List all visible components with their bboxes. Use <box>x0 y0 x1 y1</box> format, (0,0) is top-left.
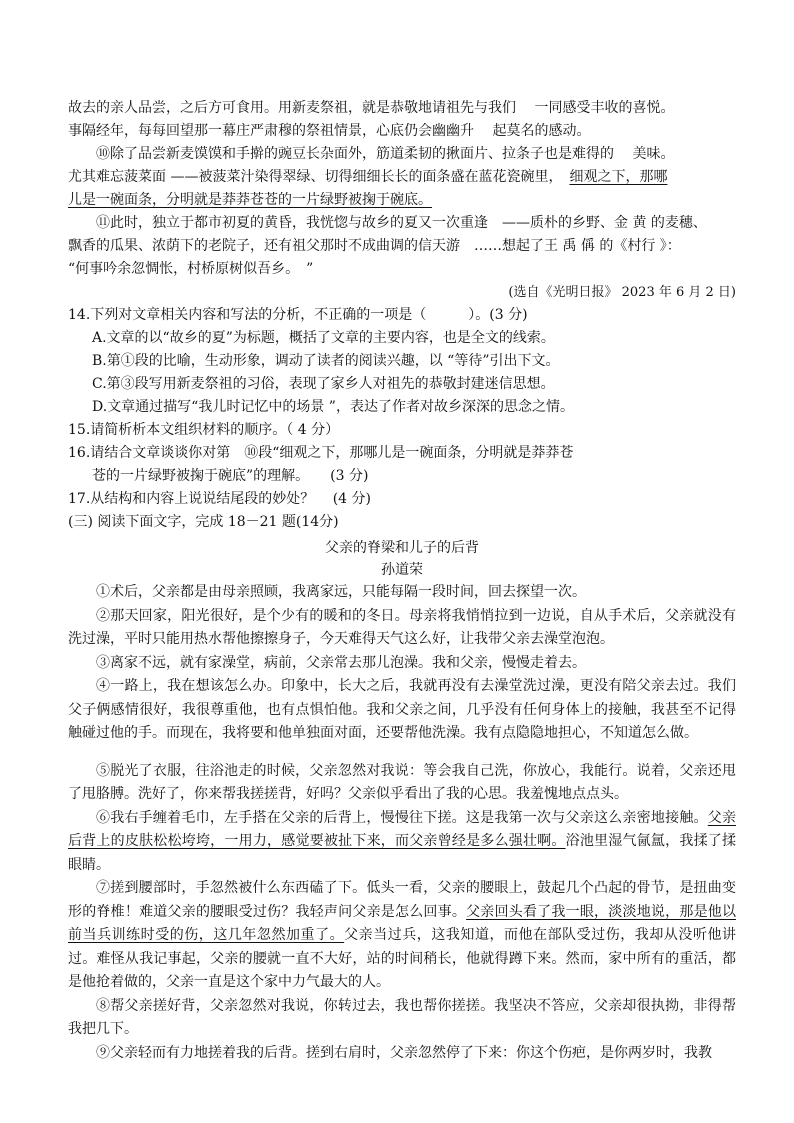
paragraph-8: ⑧帮父亲搓好背，父亲忽然对我说，你转过去，我也帮你搓搓。我坚决不答应，父亲却很执拗，非得帮我把几下。 <box>68 997 736 1037</box>
section-heading: (三) 阅读下面文字，完成 18－21 题(14分) <box>68 514 339 530</box>
passage-line: 飘香的瓜果、浓荫下的老院子，还有祖父那时不成曲调的信天游 ……想起了王 禹 偁 的《村行 》： <box>68 238 681 254</box>
paragraph-2: ②那天回家，阳光很好，是个少有的暖和的冬日。母亲将我悄悄拉到一边说，自从手术后，父亲就没有洗过澡，平时只能用热水帮他擦擦身子，今天难得天气这么好，让我带父亲去澡堂泡泡。 <box>68 607 736 647</box>
passage-text: 尤其难忘菠菜面 ——被菠菜汁染得翠绿、切得细细长长的面条盛在蓝花瓷碗里， <box>68 169 570 185</box>
passage-line <box>68 166 736 189</box>
article-author: 孙道荣 <box>381 562 423 578</box>
question-16-cont: 苍的一片绿野被掬于碗底”的理解。 (3 分) <box>92 468 369 484</box>
option-b: B.第①段的比喻，生动形象，调动了读者的阅读兴趣，以 “等待”引出下文。 <box>92 353 560 369</box>
paragraph-6 <box>68 807 736 878</box>
option-a: A.文章的以“故乡的夏”为标题，概括了文章的主要内容，也是全文的线索。 <box>92 330 555 346</box>
underlined-sentence: 父亲回头看了我一眼，淡淡地说，那是他以前当兵训练时受的伤，这几年忽然加重了。 <box>68 903 737 943</box>
question-14: 14.下列对文章相关内容和写法的分析，不正确的一项是（ ）。(3 分) <box>68 307 528 323</box>
paragraph-5: ⑤脱光了衣服，往浴池走的时候，父亲忽然对我说：等会我自己洗，你放心，我能行。说着，父亲还甩了甩胳膊。洗好了，你来帮我搓搓背，好吗？父亲似乎看出了我的心思。我羞愧地点点头。 <box>68 762 736 802</box>
paragraph-7-tail: 父亲当过兵，这我知道，而他在部队受过伤，我却从没听他讲过。难怪从我记事起，父亲的腰就一直不大好，站的时间稍长，他就得蹲下来。然而，家中所有的重活，都是他抢着做的，父亲一直是这个家中力气最大的人。 <box>68 927 737 990</box>
question-16: 16.请结合文章谈谈你对第 ⑩段“细观之下，那哪儿是一碗面条，分明就是莽莽苍 <box>68 445 574 461</box>
passage-line: 故去的亲人品尝，之后方可食用。用新麦祭祖，就是恭敬地请祖先与我们 一同感受丰收的喜悦。 <box>68 100 675 116</box>
passage-line: ⑪此时，独立于都市初夏的黄昏，我恍惚与故乡的夏又一次重逢 ——质朴的乡野、金 黄 的麦穗、 <box>96 215 707 231</box>
passage-line <box>68 189 736 212</box>
passage-line: 事隔经年，每每回望那一幕庄严肃穆的祭祖情景，心底仍会幽幽升 起莫名的感动。 <box>68 123 591 139</box>
passage-source: (选自《光明日报》 2023 年 6 月 2 日) <box>508 285 736 300</box>
paragraph-7 <box>68 877 736 995</box>
option-d: D.文章通过描写“我儿时记忆中的场景 ”，表达了作者对故乡深深的思念之情。 <box>92 399 574 415</box>
paragraph-7-text: ⑦搓到腰部时，手忽然被什么东西磕了下。低头一看，父亲的腰眼上，鼓起几个凸起的骨节，是扭曲变形的脊椎！难道父亲的腰眼受过伤？我轻声问父亲是怎么回事。 <box>68 880 736 920</box>
passage-line: ⑩除了品尝新麦馍馍和手擀的豌豆长杂面外，筋道柔韧的揪面片、拉条子也是难得的 美味。 <box>96 146 675 162</box>
paragraph-6-text: ⑥我右手缠着毛巾，左手搭在父亲的后背上，慢慢往下搓。这是我第一次与父亲这么亲密地接触。 <box>96 809 708 826</box>
underlined-sentence: 儿是一碗面条，分明就是莽莽苍苍的一片绿野被掬于碗底。 <box>68 192 432 208</box>
question-17: 17.从结构和内容上说说结尾段的妙处？ (4 分) <box>68 491 371 507</box>
underlined-sentence: 细观之下，那哪 <box>569 169 668 185</box>
option-c: C.第③段写用新麦祭祖的习俗，表现了家乡人对祖先的恭敬封建迷信思想。 <box>92 376 555 392</box>
page-content <box>68 97 736 1065</box>
paragraph-3: ③离家不远，就有家澡堂，病前，父亲常去那儿泡澡。我和父亲，慢慢走着去。 <box>96 654 586 671</box>
passage-line: “何事吟余忽惆怅，村桥原树似吾乡。 ” <box>68 261 314 277</box>
underlined-sentence: 父亲后背上的皮肤松松垮垮，一用力，感觉要被扯下来，而父亲曾经是多么强壮啊。 <box>68 809 737 849</box>
question-15: 15.请简析析本文组织材料的顺序。（ 4 分） <box>68 422 340 438</box>
paragraph-6-tail: 浴池里湿气氤氲，我揉了揉眼睛。 <box>68 833 737 873</box>
article-title: 父亲的脊梁和儿子的后背 <box>325 540 479 556</box>
paragraph-1: ①术后，父亲都是由母亲照顾，我离家远，只能每隔一段时间，回去探望一次。 <box>96 584 586 600</box>
paragraph-gap <box>68 746 736 760</box>
paragraph-4: ④一路上，我在想该怎么办。印象中，长大之后，我就再没有去澡堂洗过澡，更没有陪父亲去过。我们父子俩感情很好，我很尊重他，也有点惧怕他。我和父亲之间，几乎没有任何身体上的接触，我甚至不记得触碰过他的手。而现在，我将要和他单独面对面，还要帮他洗澡。我有点隐隐地担心，不知道怎么做。 <box>68 678 736 741</box>
paragraph-9: ⑨父亲轻而有力地搓着我的后背。搓到右肩时，父亲忽然停了下来：你这个伤疤，是你两岁时，我教 <box>96 1044 712 1061</box>
